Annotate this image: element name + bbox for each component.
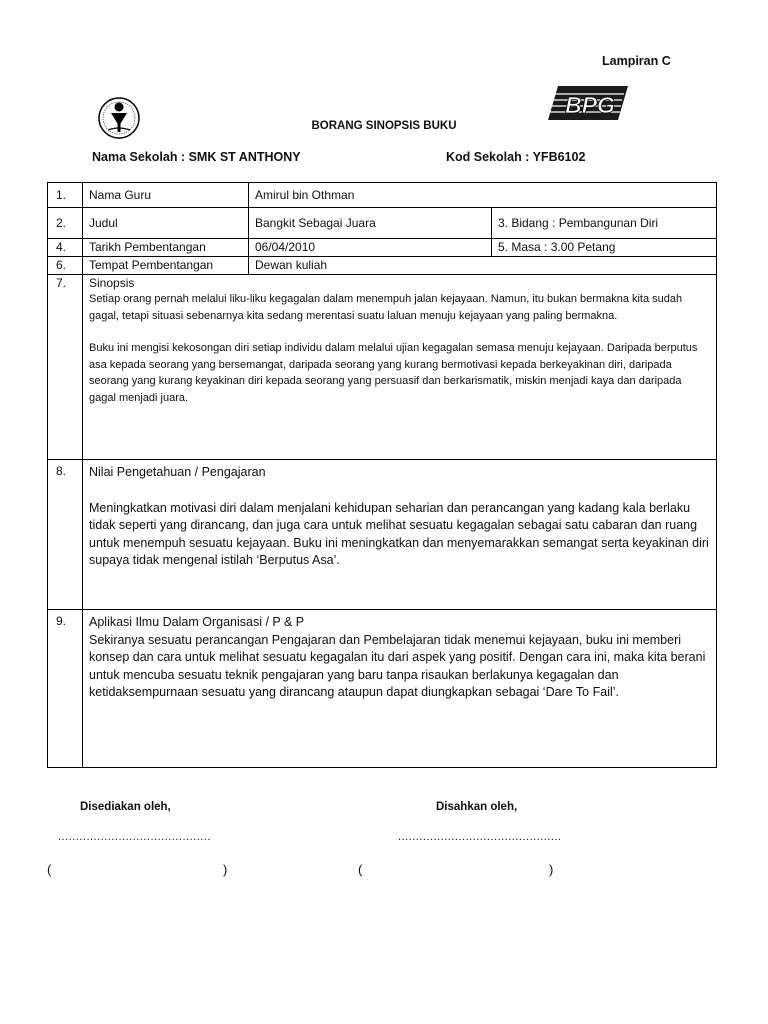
- school-code: Kod Sekolah : YFB6102: [446, 150, 586, 164]
- prepared-by-name-open: (: [47, 862, 52, 877]
- row-number: 2.: [48, 208, 83, 239]
- table-row: [48, 460, 717, 610]
- row-number: 9.: [48, 610, 83, 768]
- approved-by-label: Disahkan oleh,: [436, 801, 518, 813]
- table-row: [48, 257, 717, 275]
- values-cell: [83, 460, 717, 610]
- approved-by-name-open: (: [358, 862, 363, 877]
- synopsis-paragraph-2: Buku ini mengisi kekosongan diri setiap individu dalam melalui ujian kegagalan semasa menuju kejayaan. Daripada berputus asa kepada seorang yang bersemangat, daripada seorang yang kurang bermotivasi kepada berkeyakinan diri, daripada seorang yang kurang keyakinan diri kepada seorang yang persuasif dan berkarismatik, miskin menjadi kaya dan daripada gagal menjadi juara.: [89, 342, 698, 404]
- values-text: Meningkatkan motivasi diri dalam menjalani kehidupan seharian dan perancangan yang kadang kala berlaku tidak seperti yang dirancang, dan juga cara untuk melihat sesuatu kegagalan sebagai satu cabaran dan ruang untuk menempuh sesuatu kejayaan. Buku ini meningkatkan dan menyemarakkan semangat serta keyakinan diri supaya tidak mengenal istilah ‘Berputus Asa’.: [89, 500, 709, 567]
- prepared-by-label: Disediakan oleh,: [80, 801, 171, 813]
- table-row: [48, 208, 717, 239]
- presentation-date-label: Tarikh Pembentangan: [83, 239, 249, 257]
- row-number: 1.: [48, 183, 83, 208]
- synopsis-cell: [83, 275, 717, 460]
- application-text: Sekiranya sesuatu perancangan Pengajaran dan Pembelajaran tidak menemui kejayaan, buku ini memberi konsep dan cara untuk melihat sesuatu kegagalan itu dari aspek yang positif. Dengan cara ini, maka kita berani untuk mencuba sesuatu teknik pengajaran yang baru tanpa risaukan berlakunya kegagalan dan ketidaksempurnaan sesuatu yang dirancang ataupun dapat diungkapkan sebagai ‘Dare To Fail’.: [89, 632, 706, 699]
- presentation-venue-label: Tempat Pembentangan: [83, 257, 249, 275]
- form-title: BORANG SINOPSIS BUKU: [311, 120, 457, 132]
- approved-by-signature-line: ..............................................: [398, 831, 562, 843]
- teacher-name-value: Amirul bin Othman: [249, 183, 717, 208]
- table-row: [48, 610, 717, 768]
- book-title-label: Judul: [83, 208, 249, 239]
- presentation-date-value: 06/04/2010: [249, 239, 492, 257]
- values-heading: Nilai Pengetahuan / Pengajaran: [89, 465, 266, 479]
- prepared-by-name-close: ): [223, 862, 228, 877]
- row-number: 8.: [48, 460, 83, 610]
- application-heading: Aplikasi Ilmu Dalam Organisasi / P & P: [89, 615, 305, 629]
- synopsis-heading: Sinopsis: [89, 276, 135, 290]
- row-number: 4.: [48, 239, 83, 257]
- attachment-label: Lampiran C: [602, 54, 671, 68]
- approved-by-name-close: ): [549, 862, 554, 877]
- table-row: [48, 239, 717, 257]
- presentation-time-value: 5. Masa : 3.00 Petang: [492, 239, 717, 257]
- book-title-value: Bangkit Sebagai Juara: [249, 208, 492, 239]
- prepared-by-signature-line: ...........................................: [58, 831, 211, 843]
- synopsis-paragraph-1: Setiap orang pernah melalui liku-liku kegagalan dalam menempuh jalan kejayaan. Namun, itu bukan bermakna kita sudah gagal, tetapi situasi sebenarnya kita sedang merentasi suatu laluan menuju kejayaan yang paling bermakna.: [89, 293, 683, 322]
- presentation-venue-value: Dewan kuliah: [249, 257, 717, 275]
- row-number: 6.: [48, 257, 83, 275]
- table-row: [48, 183, 717, 208]
- row-number: 7.: [48, 275, 83, 460]
- school-name: Nama Sekolah : SMK ST ANTHONY: [92, 150, 301, 164]
- application-cell: [83, 610, 717, 768]
- bpg-logo-text: BPG: [565, 92, 615, 118]
- synopsis-form-table: [47, 182, 717, 768]
- teacher-name-label: Nama Guru: [83, 183, 249, 208]
- field-value: 3. Bidang : Pembangunan Diri: [492, 208, 717, 239]
- table-row: [48, 275, 717, 460]
